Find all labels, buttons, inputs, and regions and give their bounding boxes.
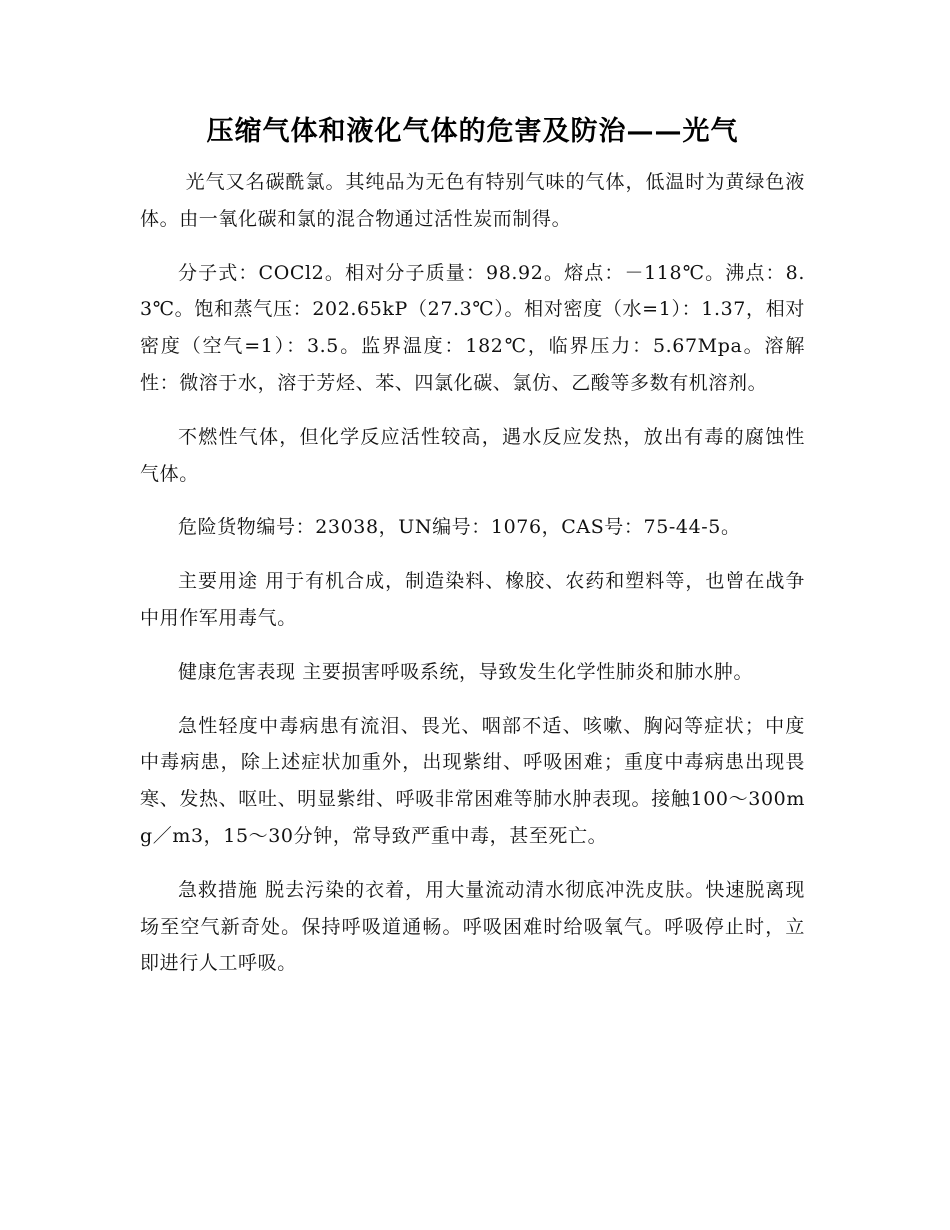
paragraph-intro: 光气又名碳酰氯。其纯品为无色有特别气味的气体，低温时为黄绿色液体。由一氧化碳和氯的混合物通过活性炭而制得。: [140, 171, 805, 230]
paragraph-properties: 分子式：COCl2。相对分子质量：98.92。熔点：－118℃。沸点：8.3℃。饱和蒸气压：202.65kP（27.3℃）。相对密度（水=1）：1.37，相对密度（空气=1）：3.5。监界温度：182℃，临界压力：5.67Mpa。溶解性：微溶于水，溶于芳烃、苯、四氯化碳、氯仿、乙酸等多数有机溶剂。: [140, 261, 805, 394]
paragraph-first-aid: 急救措施 脱去污染的衣着，用大量流动清水彻底冲洗皮肤。快速脱离现场至空气新奇处。保持呼吸道通畅。呼吸困难时给吸氧气。呼吸停止时，立即进行人工呼吸。: [140, 878, 805, 975]
paragraph-health-hazards: 健康危害表现 主要损害呼吸系统，导致发生化学性肺炎和肺水肿。: [178, 660, 754, 683]
document-title: 压缩气体和液化气体的危害及防治——光气: [206, 116, 739, 147]
paragraph-uses: 主要用途 用于有机合成，制造染料、橡胶、农药和塑料等，也曾在战争中用作军用毒气。: [140, 570, 805, 629]
paragraph-flammability: 不燃性气体，但化学反应活性较高，遇水反应发热，放出有毒的腐蚀性气体。: [140, 425, 805, 485]
document-body: [140, 164, 805, 999]
paragraph-identifiers: 危险货物编号：23038，UN编号：1076，CAS号：75-44-5。: [178, 516, 741, 539]
paragraph-poisoning-symptoms: 急性轻度中毒病患有流泪、畏光、咽部不适、咳嗽、胸闷等症状；中度中毒病患，除上述症状加重外，出现紫绀、呼吸困难；重度中毒病患出现畏寒、发热、呕吐、明显紫绀、呼吸非常困难等肺水肿表现。接触100～300mg／m3，15～30分钟，常导致严重中毒，甚至死亡。: [140, 714, 805, 847]
